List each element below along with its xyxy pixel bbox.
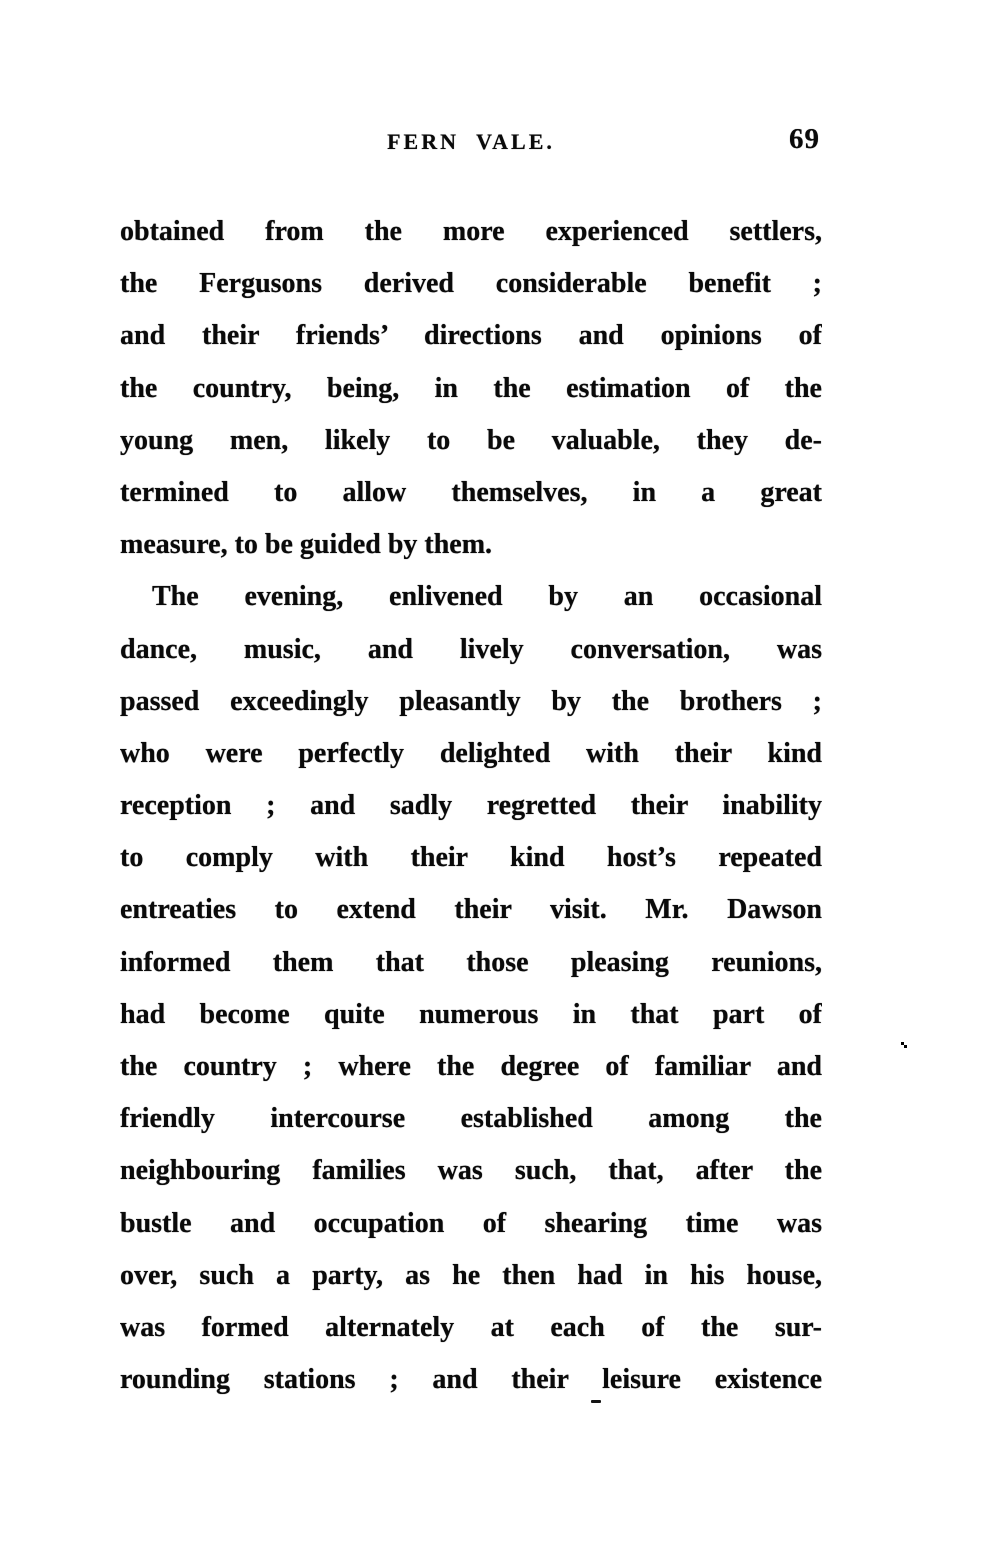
scan-artifact-dash bbox=[591, 1400, 601, 1403]
text-line: dance, music, and lively conversation, was bbox=[120, 633, 822, 665]
text-line: was formed alternately at each of the sur- bbox=[120, 1311, 822, 1343]
text-line: to comply with their kind host’s repeated bbox=[120, 842, 822, 874]
text-line: measure, to be guided by them. bbox=[120, 529, 493, 561]
text-line: who were perfectly delighted with their kind bbox=[120, 737, 822, 769]
scan-artifact-tick bbox=[901, 1042, 904, 1045]
running-title: FERN VALE. bbox=[387, 129, 555, 154]
text-line: the country ; where the degree of familiar and bbox=[120, 1051, 822, 1082]
text-line: and their friends’ directions and opinions of bbox=[120, 320, 822, 352]
text-line: informed them that those pleasing reunions, bbox=[120, 946, 822, 978]
text-line: obtained from the more experienced settlers, bbox=[120, 216, 822, 247]
text-line: entreaties to extend their visit. Mr. Dawson bbox=[120, 894, 822, 926]
text-line: neighbouring families was such, that, after the bbox=[120, 1155, 822, 1187]
text-line: rounding stations ; and their leisure existence bbox=[120, 1364, 822, 1396]
page-number: 69 bbox=[789, 123, 820, 155]
text-line: passed exceedingly pleasantly by the brothers ; bbox=[120, 685, 822, 717]
text-line: young men, likely to be valuable, they de- bbox=[120, 424, 822, 456]
body-text bbox=[120, 206, 822, 1406]
text-line: bustle and occupation of shearing time was bbox=[120, 1207, 822, 1239]
text-line: had become quite numerous in that part of bbox=[120, 998, 822, 1030]
text-line: termined to allow themselves, in a great bbox=[120, 476, 822, 508]
text-line: over, such a party, as he then had in his house, bbox=[120, 1259, 822, 1291]
page-header bbox=[120, 123, 822, 159]
text-line: reception ; and sadly regretted their inability bbox=[120, 790, 822, 822]
text-line: the Fergusons derived considerable benefit ; bbox=[120, 268, 822, 300]
text-line: friendly intercourse established among the bbox=[120, 1103, 822, 1135]
text-line: The evening, enlivened by an occasional bbox=[152, 581, 822, 613]
text-line: the country, being, in the estimation of the bbox=[120, 372, 822, 404]
